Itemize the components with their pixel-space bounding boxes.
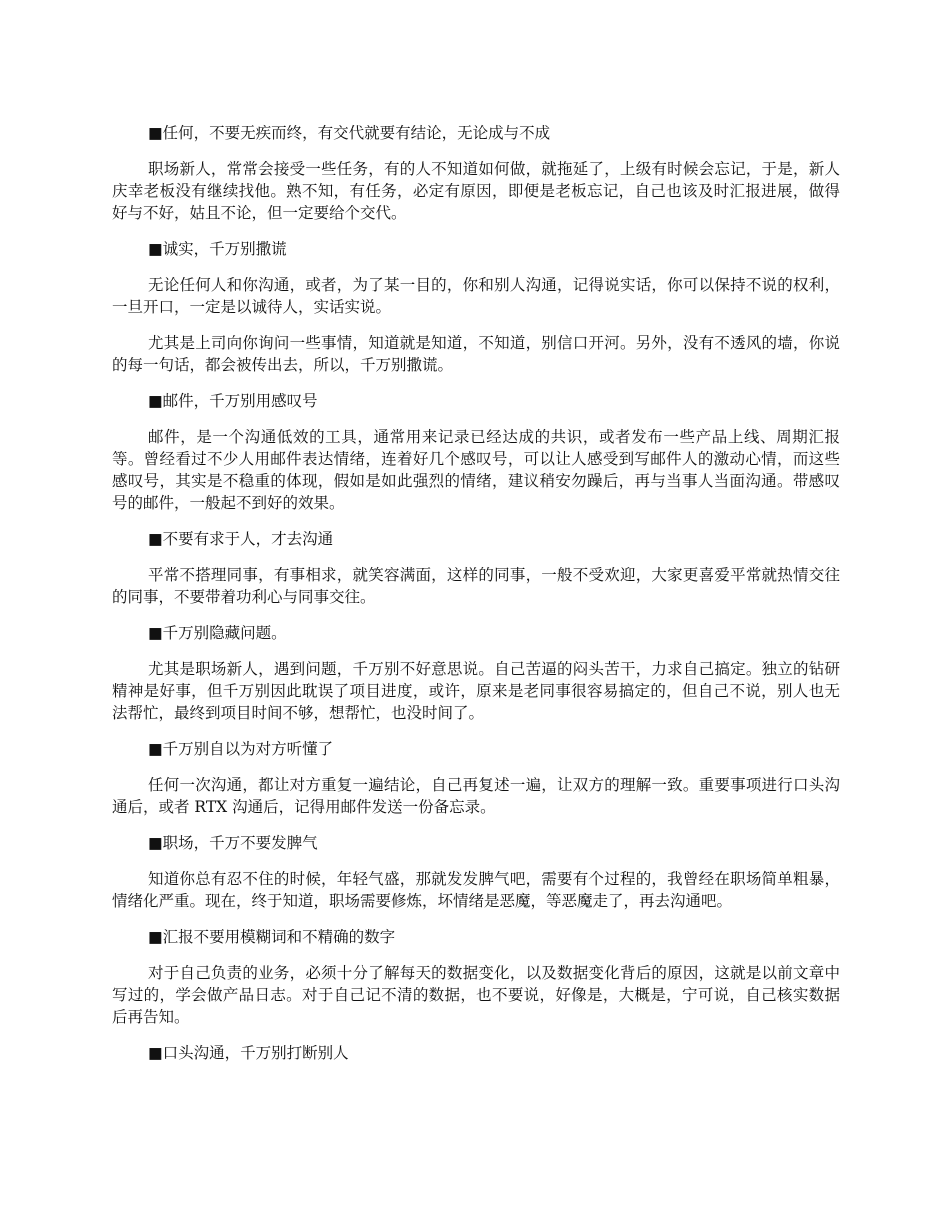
section-heading-temper: ■职场，千万不要发脾气	[148, 834, 318, 852]
paragraph-conclusion: 职场新人，常常会接受一些任务，有的人不知道如何做，就拖延了，上级有时候会忘记，于是，新人庆幸老板没有继续找他。熟不知，有任务，必定有原因，即便是老板忘记，自己也该及时汇报进展，做得好与不好，姑且不论，但一定要给个交代。	[112, 160, 840, 222]
paragraph-honesty-2: 尤其是上司向你询问一些事情，知道就是知道，不知道，别信口开河。另外，没有不透风的墙，你说的每一句话，都会被传出去，所以，千万别撒谎。	[112, 334, 840, 374]
paragraph-email: 邮件，是一个沟通低效的工具，通常用来记录已经达成的共识，或者发布一些产品上线、周期汇报等。曾经看过不少人用邮件表达情绪，连着好几个感叹号，可以让人感受到写邮件人的激动心情，而这些感叹号，其实是不稳重的体现，假如是如此强烈的情绪，建议稍安勿躁后，再与当事人当面沟通。带感叹号的邮件，一般起不到好的效果。	[112, 428, 840, 512]
section-heading-report: ■汇报不要用模糊词和不精确的数字	[148, 928, 396, 946]
paragraph-honesty-1: 无论任何人和你沟通，或者，为了某一目的，你和别人沟通，记得说实话，你可以保持不说的权利，一旦开口，一定是以诚待人，实话实说。	[112, 276, 840, 316]
section-heading-hide-problems: ■千万别隐藏问题。	[148, 624, 287, 642]
section-heading-communicate: ■不要有求于人，才去沟通	[148, 530, 334, 548]
paragraph-report: 对于自己负责的业务，必须十分了解每天的数据变化，以及数据变化背后的原因，这就是以前文章中写过的，学会做产品日志。对于自己记不清的数据，也不要说，好像是，大概是，宁可说，自己核实数据后再告知。	[112, 964, 840, 1026]
paragraph-hide-problems: 尤其是职场新人，遇到问题，千万别不好意思说。自己苦逼的闷头苦干，力求自己搞定。独立的钻研精神是好事，但千万别因此耽误了项目进度，或许，原来是老同事很容易搞定的，但自己不说，别人也无法帮忙，最终到项目时间不够，想帮忙，也没时间了。	[112, 660, 840, 722]
section-heading-interrupt: ■口头沟通，千万别打断别人	[148, 1044, 349, 1062]
section-heading-email: ■邮件，千万别用感叹号	[148, 392, 318, 410]
paragraph-understood: 任何一次沟通，都让对方重复一遍结论，自己再复述一遍，让双方的理解一致。重要事项进行口头沟通后，或者 RTX 沟通后，记得用邮件发送一份备忘录。	[112, 776, 840, 816]
section-heading-conclusion: ■任何，不要无疾而终，有交代就要有结论，无论成与不成	[148, 124, 551, 142]
document-page	[112, 122, 840, 1078]
section-heading-understood: ■千万别自以为对方听懂了	[148, 740, 334, 758]
paragraph-communicate: 平常不搭理同事，有事相求，就笑容满面，这样的同事，一般不受欢迎，大家更喜爱平常就热情交往的同事，不要带着功利心与同事交往。	[112, 566, 840, 606]
section-heading-honesty: ■诚实，千万别撒谎	[148, 240, 287, 258]
paragraph-temper: 知道你总有忍不住的时候，年轻气盛，那就发发脾气吧，需要有个过程的，我曾经在职场简单粗暴，情绪化严重。现在，终于知道，职场需要修炼，坏情绪是恶魔，等恶魔走了，再去沟通吧。	[112, 870, 840, 910]
